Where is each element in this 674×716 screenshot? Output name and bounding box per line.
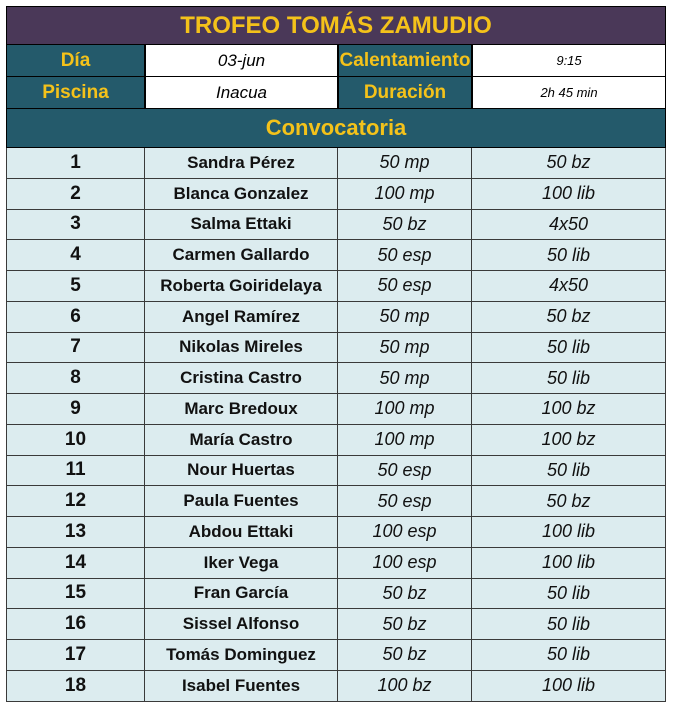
event-2: 50 bz: [472, 302, 666, 333]
swimmer-name: Angel Ramírez: [145, 302, 338, 333]
event-1: 50 bz: [338, 640, 472, 671]
row-number: 16: [6, 609, 145, 640]
table-row: [6, 671, 666, 702]
table-row: [6, 517, 666, 548]
event-2: 4x50: [472, 271, 666, 302]
event-1: 100 mp: [338, 425, 472, 456]
roster-sheet: [6, 6, 666, 702]
event-2: 100 lib: [472, 179, 666, 210]
section-title: Convocatoria: [6, 109, 666, 148]
swimmer-name: Cristina Castro: [145, 363, 338, 394]
event-2: 100 bz: [472, 394, 666, 425]
event-2: 50 lib: [472, 640, 666, 671]
event-1: 100 esp: [338, 548, 472, 579]
event-2: 50 bz: [472, 486, 666, 517]
row-number: 5: [6, 271, 145, 302]
table-row: [6, 486, 666, 517]
table-row: [6, 363, 666, 394]
dia-label: Día: [6, 45, 145, 77]
row-number: 15: [6, 579, 145, 610]
swimmer-name: Sissel Alfonso: [145, 609, 338, 640]
table-row: [6, 240, 666, 271]
event-2: 50 lib: [472, 609, 666, 640]
table-row: [6, 210, 666, 241]
swimmer-name: Carmen Gallardo: [145, 240, 338, 271]
row-number: 3: [6, 210, 145, 241]
swimmer-name: Sandra Pérez: [145, 148, 338, 179]
row-number: 9: [6, 394, 145, 425]
event-2: 4x50: [472, 210, 666, 241]
swimmer-name: Iker Vega: [145, 548, 338, 579]
swimmer-name: Nour Huertas: [145, 456, 338, 487]
event-2: 50 lib: [472, 333, 666, 364]
event-2: 50 lib: [472, 240, 666, 271]
swimmer-name: Nikolas Mireles: [145, 333, 338, 364]
table-row: [6, 271, 666, 302]
row-number: 14: [6, 548, 145, 579]
row-number: 18: [6, 671, 145, 702]
calentamiento-value: 9:15: [472, 45, 666, 77]
piscina-label: Piscina: [6, 77, 145, 109]
event-1: 100 bz: [338, 671, 472, 702]
event-1: 100 mp: [338, 394, 472, 425]
table-row: [6, 609, 666, 640]
row-number: 7: [6, 333, 145, 364]
event-1: 50 bz: [338, 210, 472, 241]
event-1: 50 esp: [338, 271, 472, 302]
event-1: 50 mp: [338, 363, 472, 394]
event-2: 100 bz: [472, 425, 666, 456]
row-number: 6: [6, 302, 145, 333]
info-grid: [6, 45, 666, 109]
event-1: 50 esp: [338, 456, 472, 487]
calentamiento-label: Calentamiento: [338, 45, 472, 77]
event-1: 50 bz: [338, 579, 472, 610]
row-number: 10: [6, 425, 145, 456]
table-row: [6, 302, 666, 333]
table-row: [6, 640, 666, 671]
event-1: 50 mp: [338, 333, 472, 364]
row-number: 1: [6, 148, 145, 179]
event-1: 50 bz: [338, 609, 472, 640]
table-row: [6, 179, 666, 210]
event-2: 50 lib: [472, 456, 666, 487]
swimmer-name: Blanca Gonzalez: [145, 179, 338, 210]
table-row: [6, 548, 666, 579]
swimmer-name: Paula Fuentes: [145, 486, 338, 517]
swimmer-name: Fran García: [145, 579, 338, 610]
event-2: 100 lib: [472, 517, 666, 548]
event-1: 50 mp: [338, 148, 472, 179]
event-2: 100 lib: [472, 671, 666, 702]
table-row: [6, 456, 666, 487]
event-1: 100 esp: [338, 517, 472, 548]
table-row: [6, 579, 666, 610]
duracion-value: 2h 45 min: [472, 77, 666, 109]
table-row: [6, 148, 666, 179]
row-number: 11: [6, 456, 145, 487]
swimmer-name: Isabel Fuentes: [145, 671, 338, 702]
piscina-value: Inacua: [145, 77, 338, 109]
roster-table: [6, 148, 666, 702]
dia-value: 03-jun: [145, 45, 338, 77]
event-2: 100 lib: [472, 548, 666, 579]
row-number: 12: [6, 486, 145, 517]
event-1: 50 esp: [338, 240, 472, 271]
swimmer-name: Roberta Goiridelaya: [145, 271, 338, 302]
table-row: [6, 394, 666, 425]
row-number: 17: [6, 640, 145, 671]
event-1: 50 mp: [338, 302, 472, 333]
swimmer-name: Salma Ettaki: [145, 210, 338, 241]
swimmer-name: Tomás Dominguez: [145, 640, 338, 671]
event-2: 50 lib: [472, 363, 666, 394]
swimmer-name: María Castro: [145, 425, 338, 456]
table-row: [6, 333, 666, 364]
swimmer-name: Abdou Ettaki: [145, 517, 338, 548]
swimmer-name: Marc Bredoux: [145, 394, 338, 425]
event-1: 100 mp: [338, 179, 472, 210]
duracion-label: Duración: [338, 77, 472, 109]
event-2: 50 lib: [472, 579, 666, 610]
row-number: 4: [6, 240, 145, 271]
row-number: 2: [6, 179, 145, 210]
event-1: 50 esp: [338, 486, 472, 517]
table-row: [6, 425, 666, 456]
sheet-title: TROFEO TOMÁS ZAMUDIO: [6, 6, 666, 45]
event-2: 50 bz: [472, 148, 666, 179]
row-number: 13: [6, 517, 145, 548]
row-number: 8: [6, 363, 145, 394]
